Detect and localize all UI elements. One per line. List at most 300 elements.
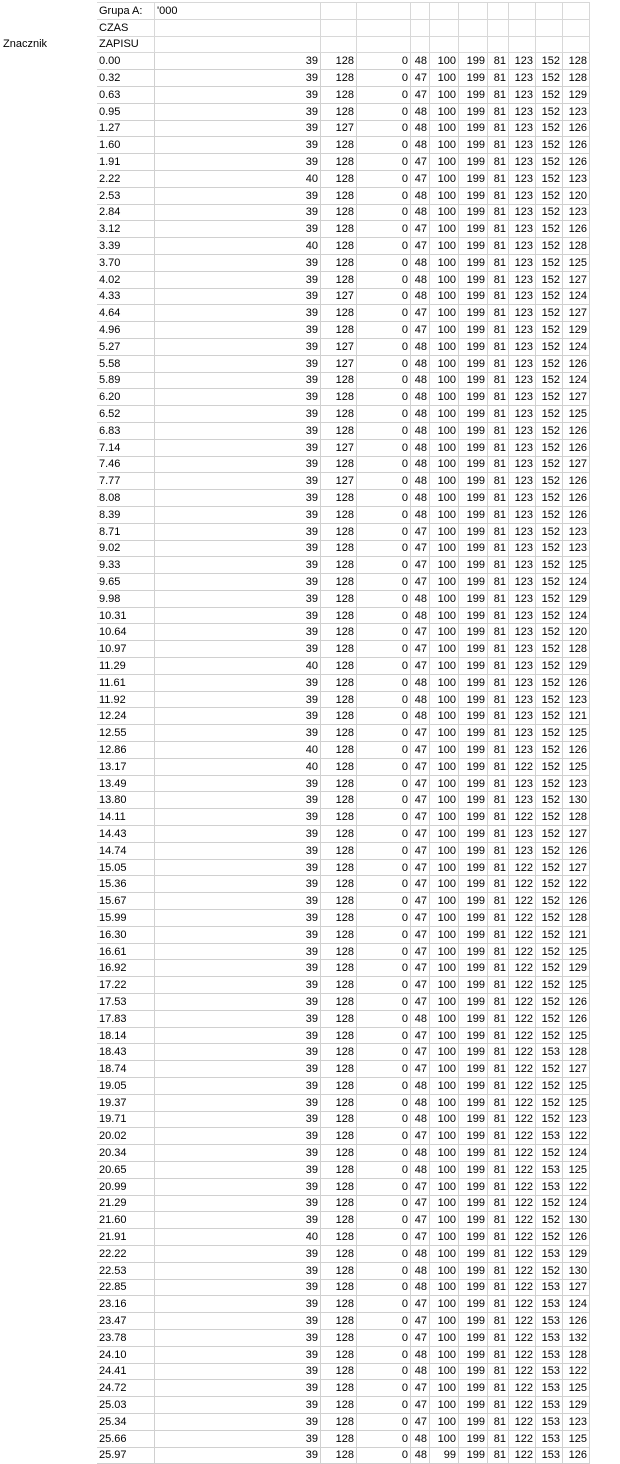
value-cell[interactable]: 128	[321, 624, 357, 641]
value-cell[interactable]: 127	[321, 120, 357, 137]
spreadsheet-cell[interactable]	[459, 36, 488, 53]
value-cell[interactable]: 126	[563, 473, 590, 490]
time-cell[interactable]: 25.97	[97, 1447, 155, 1464]
value-cell[interactable]: 81	[488, 1044, 509, 1061]
value-cell[interactable]: 81	[488, 1329, 509, 1346]
value-cell[interactable]: 126	[563, 1313, 590, 1330]
value-cell[interactable]: 128	[321, 154, 357, 171]
value-cell[interactable]: 39	[155, 977, 321, 994]
value-cell[interactable]: 0	[357, 204, 411, 221]
value-cell[interactable]: 0	[357, 859, 411, 876]
value-cell[interactable]: 100	[430, 1027, 459, 1044]
value-cell[interactable]: 48	[411, 607, 430, 624]
value-cell[interactable]: 100	[430, 943, 459, 960]
value-cell[interactable]: 81	[488, 893, 509, 910]
value-cell[interactable]: 39	[155, 725, 321, 742]
value-cell[interactable]: 128	[321, 641, 357, 658]
value-cell[interactable]: 39	[155, 1279, 321, 1296]
value-cell[interactable]: 39	[155, 389, 321, 406]
value-cell[interactable]: 81	[488, 221, 509, 238]
value-cell[interactable]: 122	[509, 1229, 536, 1246]
time-cell[interactable]: 9.98	[97, 590, 155, 607]
time-cell[interactable]: 2.84	[97, 204, 155, 221]
value-cell[interactable]: 153	[536, 1447, 563, 1464]
value-cell[interactable]: 123	[509, 389, 536, 406]
time-cell[interactable]: 9.02	[97, 540, 155, 557]
value-cell[interactable]: 47	[411, 1195, 430, 1212]
value-cell[interactable]: 81	[488, 1447, 509, 1464]
spreadsheet-cell[interactable]	[321, 19, 357, 36]
marker-cell[interactable]	[1, 1245, 97, 1262]
value-cell[interactable]: 123	[509, 439, 536, 456]
value-cell[interactable]: 81	[488, 1380, 509, 1397]
marker-cell[interactable]	[1, 288, 97, 305]
value-cell[interactable]: 81	[488, 103, 509, 120]
value-cell[interactable]: 39	[155, 574, 321, 591]
value-cell[interactable]: 128	[321, 893, 357, 910]
value-cell[interactable]: 100	[430, 422, 459, 439]
value-cell[interactable]: 128	[321, 1380, 357, 1397]
value-cell[interactable]: 123	[509, 103, 536, 120]
time-cell[interactable]: 19.37	[97, 1094, 155, 1111]
value-cell[interactable]: 100	[430, 1161, 459, 1178]
value-cell[interactable]: 128	[321, 943, 357, 960]
value-cell[interactable]: 123	[563, 170, 590, 187]
value-cell[interactable]: 129	[563, 960, 590, 977]
value-cell[interactable]: 152	[536, 490, 563, 507]
marker-cell[interactable]	[1, 1279, 97, 1296]
value-cell[interactable]: 0	[357, 238, 411, 255]
value-cell[interactable]: 48	[411, 1010, 430, 1027]
value-cell[interactable]: 128	[321, 994, 357, 1011]
value-cell[interactable]: 123	[509, 355, 536, 372]
time-cell[interactable]: 14.43	[97, 826, 155, 843]
time-cell[interactable]: 1.27	[97, 120, 155, 137]
marker-cell[interactable]	[1, 1061, 97, 1078]
time-cell[interactable]: 20.99	[97, 1178, 155, 1195]
marker-cell[interactable]	[1, 758, 97, 775]
spreadsheet-cell[interactable]	[459, 3, 488, 20]
time-cell[interactable]: 11.29	[97, 658, 155, 675]
value-cell[interactable]: 0	[357, 1178, 411, 1195]
value-cell[interactable]: 128	[321, 775, 357, 792]
value-cell[interactable]: 39	[155, 1111, 321, 1128]
marker-cell[interactable]	[1, 1346, 97, 1363]
marker-cell[interactable]	[1, 1329, 97, 1346]
marker-cell[interactable]	[1, 1094, 97, 1111]
value-cell[interactable]: 0	[357, 120, 411, 137]
value-cell[interactable]: 0	[357, 809, 411, 826]
value-cell[interactable]: 0	[357, 355, 411, 372]
spreadsheet-cell[interactable]	[488, 36, 509, 53]
value-cell[interactable]: 81	[488, 372, 509, 389]
value-cell[interactable]: 152	[536, 120, 563, 137]
time-cell[interactable]: 22.22	[97, 1245, 155, 1262]
value-cell[interactable]: 199	[459, 1161, 488, 1178]
time-cell[interactable]: 0.63	[97, 86, 155, 103]
marker-cell[interactable]	[1, 809, 97, 826]
time-cell[interactable]: 17.53	[97, 994, 155, 1011]
value-cell[interactable]: 39	[155, 86, 321, 103]
value-cell[interactable]: 128	[321, 1195, 357, 1212]
time-cell[interactable]: 4.96	[97, 322, 155, 339]
marker-cell[interactable]	[1, 540, 97, 557]
value-cell[interactable]: 152	[536, 574, 563, 591]
value-cell[interactable]: 39	[155, 775, 321, 792]
marker-cell[interactable]	[1, 154, 97, 171]
value-cell[interactable]: 40	[155, 742, 321, 759]
value-cell[interactable]: 123	[509, 523, 536, 540]
value-cell[interactable]: 123	[563, 691, 590, 708]
value-cell[interactable]: 128	[321, 842, 357, 859]
value-cell[interactable]: 81	[488, 338, 509, 355]
value-cell[interactable]: 125	[563, 725, 590, 742]
value-cell[interactable]: 47	[411, 1178, 430, 1195]
value-cell[interactable]: 125	[563, 1078, 590, 1095]
spreadsheet-cell[interactable]	[459, 19, 488, 36]
value-cell[interactable]: 48	[411, 288, 430, 305]
value-cell[interactable]: 127	[563, 859, 590, 876]
value-cell[interactable]: 81	[488, 1229, 509, 1246]
value-cell[interactable]: 199	[459, 372, 488, 389]
spreadsheet-cell[interactable]	[563, 19, 590, 36]
value-cell[interactable]: 48	[411, 490, 430, 507]
time-cell[interactable]: 0.32	[97, 70, 155, 87]
value-cell[interactable]: 152	[536, 641, 563, 658]
value-cell[interactable]: 128	[321, 238, 357, 255]
value-cell[interactable]: 0	[357, 624, 411, 641]
value-cell[interactable]: 99	[430, 1447, 459, 1464]
time-cell[interactable]: 14.11	[97, 809, 155, 826]
value-cell[interactable]: 39	[155, 859, 321, 876]
value-cell[interactable]: 121	[563, 708, 590, 725]
value-cell[interactable]: 39	[155, 523, 321, 540]
time-cell[interactable]: 2.53	[97, 187, 155, 204]
value-cell[interactable]: 199	[459, 221, 488, 238]
value-cell[interactable]: 47	[411, 1313, 430, 1330]
value-cell[interactable]: 152	[536, 221, 563, 238]
value-cell[interactable]: 199	[459, 960, 488, 977]
value-cell[interactable]: 199	[459, 389, 488, 406]
value-cell[interactable]: 122	[509, 758, 536, 775]
value-cell[interactable]: 152	[536, 1061, 563, 1078]
value-cell[interactable]: 47	[411, 742, 430, 759]
value-cell[interactable]: 199	[459, 1245, 488, 1262]
value-cell[interactable]: 100	[430, 238, 459, 255]
time-cell[interactable]: 15.05	[97, 859, 155, 876]
value-cell[interactable]: 128	[321, 1245, 357, 1262]
value-cell[interactable]: 100	[430, 910, 459, 927]
marker-cell[interactable]	[1, 1262, 97, 1279]
value-cell[interactable]: 199	[459, 624, 488, 641]
value-cell[interactable]: 0	[357, 305, 411, 322]
value-cell[interactable]: 100	[430, 1145, 459, 1162]
value-cell[interactable]: 81	[488, 775, 509, 792]
time-cell[interactable]: 6.52	[97, 406, 155, 423]
time-cell[interactable]: 20.02	[97, 1128, 155, 1145]
value-cell[interactable]: 39	[155, 809, 321, 826]
time-cell[interactable]: 0.00	[97, 53, 155, 70]
value-cell[interactable]: 152	[536, 674, 563, 691]
value-cell[interactable]: 199	[459, 70, 488, 87]
value-cell[interactable]: 39	[155, 154, 321, 171]
value-cell[interactable]: 39	[155, 1346, 321, 1363]
marker-cell[interactable]	[1, 926, 97, 943]
value-cell[interactable]: 100	[430, 523, 459, 540]
value-cell[interactable]: 39	[155, 1094, 321, 1111]
value-cell[interactable]: 199	[459, 170, 488, 187]
marker-cell[interactable]	[1, 221, 97, 238]
value-cell[interactable]: 39	[155, 137, 321, 154]
value-cell[interactable]: 128	[321, 204, 357, 221]
marker-cell[interactable]	[1, 1128, 97, 1145]
marker-cell[interactable]	[1, 1161, 97, 1178]
value-cell[interactable]: 152	[536, 826, 563, 843]
time-cell[interactable]: 22.53	[97, 1262, 155, 1279]
value-cell[interactable]: 81	[488, 742, 509, 759]
value-cell[interactable]: 81	[488, 658, 509, 675]
value-cell[interactable]: 0	[357, 758, 411, 775]
value-cell[interactable]: 81	[488, 1313, 509, 1330]
time-cell[interactable]: 21.91	[97, 1229, 155, 1246]
value-cell[interactable]: 128	[321, 103, 357, 120]
value-cell[interactable]: 40	[155, 238, 321, 255]
value-cell[interactable]: 48	[411, 1094, 430, 1111]
value-cell[interactable]: 127	[563, 389, 590, 406]
value-cell[interactable]: 0	[357, 876, 411, 893]
time-cell[interactable]: 2.22	[97, 170, 155, 187]
value-cell[interactable]: 100	[430, 926, 459, 943]
value-cell[interactable]: 126	[563, 1229, 590, 1246]
value-cell[interactable]: 47	[411, 221, 430, 238]
value-cell[interactable]: 199	[459, 1279, 488, 1296]
value-cell[interactable]: 199	[459, 271, 488, 288]
marker-cell[interactable]	[1, 490, 97, 507]
value-cell[interactable]: 0	[357, 607, 411, 624]
time-cell[interactable]: 15.99	[97, 910, 155, 927]
value-cell[interactable]: 81	[488, 86, 509, 103]
value-cell[interactable]: 152	[536, 607, 563, 624]
value-cell[interactable]: 128	[321, 859, 357, 876]
marker-cell[interactable]	[1, 170, 97, 187]
value-cell[interactable]: 0	[357, 994, 411, 1011]
value-cell[interactable]: 123	[509, 238, 536, 255]
value-cell[interactable]: 0	[357, 523, 411, 540]
value-cell[interactable]: 122	[509, 910, 536, 927]
value-cell[interactable]: 48	[411, 406, 430, 423]
value-cell[interactable]: 100	[430, 154, 459, 171]
value-cell[interactable]: 152	[536, 271, 563, 288]
value-cell[interactable]: 0	[357, 1313, 411, 1330]
value-cell[interactable]: 81	[488, 1363, 509, 1380]
value-cell[interactable]: 199	[459, 456, 488, 473]
value-cell[interactable]: 199	[459, 1178, 488, 1195]
value-cell[interactable]: 122	[509, 1111, 536, 1128]
value-cell[interactable]: 0	[357, 1363, 411, 1380]
value-cell[interactable]: 39	[155, 1245, 321, 1262]
time-cell[interactable]: 16.61	[97, 943, 155, 960]
marker-cell[interactable]	[1, 1027, 97, 1044]
value-cell[interactable]: 122	[509, 926, 536, 943]
value-cell[interactable]: 129	[563, 1397, 590, 1414]
value-cell[interactable]: 39	[155, 1044, 321, 1061]
time-cell[interactable]: 25.03	[97, 1397, 155, 1414]
value-cell[interactable]: 128	[321, 1044, 357, 1061]
value-cell[interactable]: 152	[536, 859, 563, 876]
time-cell[interactable]: 1.60	[97, 137, 155, 154]
value-cell[interactable]: 48	[411, 338, 430, 355]
value-cell[interactable]: 0	[357, 288, 411, 305]
spreadsheet-cell[interactable]	[430, 19, 459, 36]
value-cell[interactable]: 122	[509, 1195, 536, 1212]
value-cell[interactable]: 199	[459, 590, 488, 607]
value-cell[interactable]: 128	[321, 271, 357, 288]
value-cell[interactable]: 100	[430, 1346, 459, 1363]
time-cell[interactable]: 12.86	[97, 742, 155, 759]
value-cell[interactable]: 152	[536, 809, 563, 826]
value-cell[interactable]: 0	[357, 641, 411, 658]
value-cell[interactable]: 48	[411, 1078, 430, 1095]
value-cell[interactable]: 81	[488, 876, 509, 893]
value-cell[interactable]: 199	[459, 1027, 488, 1044]
value-cell[interactable]: 152	[536, 910, 563, 927]
value-cell[interactable]: 122	[509, 1380, 536, 1397]
value-cell[interactable]: 124	[563, 338, 590, 355]
value-cell[interactable]: 100	[430, 826, 459, 843]
value-cell[interactable]: 81	[488, 305, 509, 322]
value-cell[interactable]: 81	[488, 641, 509, 658]
value-cell[interactable]: 0	[357, 725, 411, 742]
value-cell[interactable]: 48	[411, 1111, 430, 1128]
value-cell[interactable]: 0	[357, 1044, 411, 1061]
value-cell[interactable]: 127	[563, 826, 590, 843]
value-cell[interactable]: 199	[459, 1380, 488, 1397]
value-cell[interactable]: 128	[321, 1413, 357, 1430]
value-cell[interactable]: 122	[509, 1044, 536, 1061]
value-cell[interactable]: 39	[155, 422, 321, 439]
spreadsheet-cell[interactable]	[488, 3, 509, 20]
value-cell[interactable]: 125	[563, 557, 590, 574]
value-cell[interactable]: 48	[411, 372, 430, 389]
value-cell[interactable]: 122	[509, 1161, 536, 1178]
value-cell[interactable]: 48	[411, 389, 430, 406]
value-cell[interactable]: 100	[430, 1010, 459, 1027]
value-cell[interactable]: 152	[536, 926, 563, 943]
spreadsheet-cell[interactable]	[321, 3, 357, 20]
value-cell[interactable]: 100	[430, 1380, 459, 1397]
value-cell[interactable]: 123	[509, 792, 536, 809]
value-cell[interactable]: 123	[509, 607, 536, 624]
value-cell[interactable]: 128	[321, 322, 357, 339]
value-cell[interactable]: 100	[430, 557, 459, 574]
value-cell[interactable]: 199	[459, 422, 488, 439]
value-cell[interactable]: 39	[155, 473, 321, 490]
time-cell[interactable]: 11.92	[97, 691, 155, 708]
value-cell[interactable]: 152	[536, 1262, 563, 1279]
marker-cell[interactable]	[1, 355, 97, 372]
value-cell[interactable]: 0	[357, 826, 411, 843]
time-cell[interactable]: 21.29	[97, 1195, 155, 1212]
value-cell[interactable]: 0	[357, 691, 411, 708]
value-cell[interactable]: 199	[459, 691, 488, 708]
value-cell[interactable]: 123	[509, 338, 536, 355]
marker-cell[interactable]	[1, 1178, 97, 1195]
value-cell[interactable]: 0	[357, 1027, 411, 1044]
value-cell[interactable]: 199	[459, 1363, 488, 1380]
time-cell[interactable]: 25.66	[97, 1430, 155, 1447]
time-cell[interactable]: 4.02	[97, 271, 155, 288]
spreadsheet-cell[interactable]	[357, 3, 411, 20]
value-cell[interactable]: 81	[488, 826, 509, 843]
value-cell[interactable]: 153	[536, 1413, 563, 1430]
value-cell[interactable]: 128	[321, 1061, 357, 1078]
value-cell[interactable]: 81	[488, 254, 509, 271]
value-cell[interactable]: 81	[488, 204, 509, 221]
value-cell[interactable]: 39	[155, 288, 321, 305]
value-cell[interactable]: 127	[563, 305, 590, 322]
value-cell[interactable]: 152	[536, 1145, 563, 1162]
value-cell[interactable]: 152	[536, 624, 563, 641]
value-cell[interactable]: 39	[155, 624, 321, 641]
marker-cell[interactable]	[1, 859, 97, 876]
value-cell[interactable]: 126	[563, 120, 590, 137]
marker-cell[interactable]	[1, 876, 97, 893]
value-cell[interactable]: 39	[155, 103, 321, 120]
value-cell[interactable]: 128	[321, 86, 357, 103]
value-cell[interactable]: 100	[430, 1195, 459, 1212]
value-cell[interactable]: 126	[563, 422, 590, 439]
value-cell[interactable]: 123	[509, 574, 536, 591]
value-cell[interactable]: 48	[411, 674, 430, 691]
marker-cell[interactable]	[1, 775, 97, 792]
value-cell[interactable]: 100	[430, 490, 459, 507]
value-cell[interactable]: 100	[430, 977, 459, 994]
spreadsheet-cell[interactable]	[509, 36, 536, 53]
value-cell[interactable]: 100	[430, 254, 459, 271]
value-cell[interactable]: 81	[488, 53, 509, 70]
value-cell[interactable]: 152	[536, 977, 563, 994]
value-cell[interactable]: 0	[357, 1397, 411, 1414]
value-cell[interactable]: 122	[509, 1447, 536, 1464]
value-cell[interactable]: 81	[488, 1346, 509, 1363]
value-cell[interactable]: 81	[488, 271, 509, 288]
time-cell[interactable]: 4.64	[97, 305, 155, 322]
marker-cell[interactable]	[1, 910, 97, 927]
time-cell[interactable]: 8.71	[97, 523, 155, 540]
time-cell[interactable]: 5.89	[97, 372, 155, 389]
value-cell[interactable]: 199	[459, 1413, 488, 1430]
value-cell[interactable]: 127	[563, 271, 590, 288]
value-cell[interactable]: 0	[357, 322, 411, 339]
time-cell[interactable]: 5.27	[97, 338, 155, 355]
value-cell[interactable]: 199	[459, 1010, 488, 1027]
marker-cell[interactable]	[1, 70, 97, 87]
time-cell[interactable]: 5.58	[97, 355, 155, 372]
marker-cell[interactable]	[1, 691, 97, 708]
value-cell[interactable]: 123	[509, 53, 536, 70]
value-cell[interactable]: 100	[430, 1178, 459, 1195]
value-cell[interactable]: 152	[536, 439, 563, 456]
value-cell[interactable]: 199	[459, 910, 488, 927]
value-cell[interactable]: 152	[536, 708, 563, 725]
value-cell[interactable]: 100	[430, 1094, 459, 1111]
value-cell[interactable]: 100	[430, 1078, 459, 1095]
value-cell[interactable]: 128	[321, 53, 357, 70]
time-cell[interactable]: 20.34	[97, 1145, 155, 1162]
value-cell[interactable]: 128	[321, 1262, 357, 1279]
value-cell[interactable]: 48	[411, 691, 430, 708]
value-cell[interactable]: 126	[563, 1447, 590, 1464]
